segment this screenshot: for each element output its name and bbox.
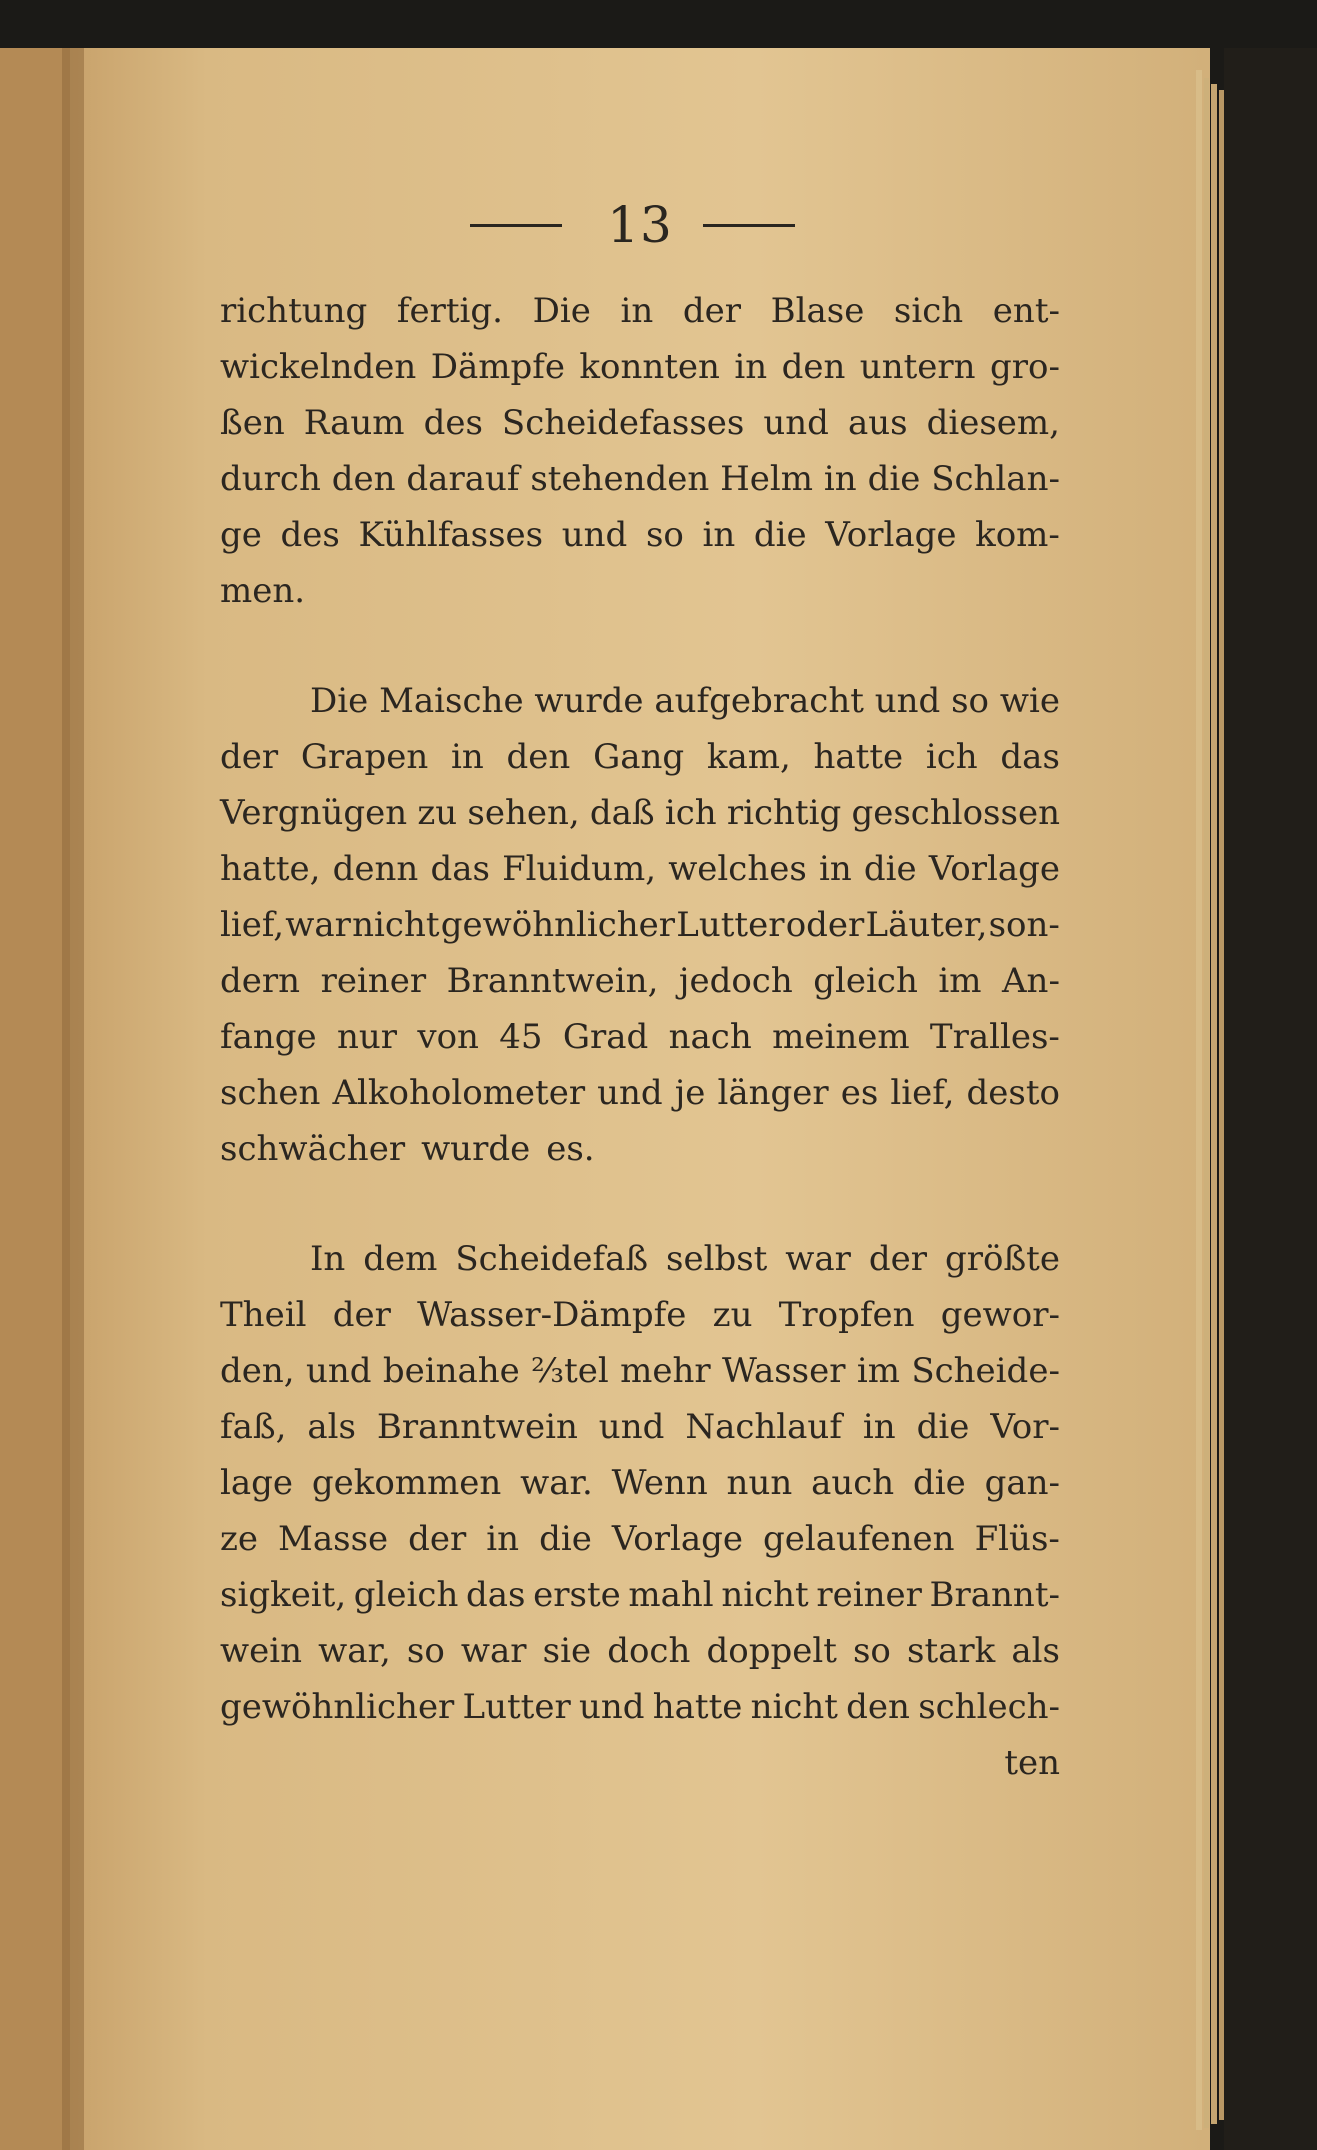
word: wurde — [534, 681, 644, 721]
word: der — [682, 291, 741, 331]
text-line — [220, 785, 1060, 841]
word: kom- — [975, 515, 1060, 555]
word: in — [620, 291, 654, 331]
word: beinahe — [382, 1351, 520, 1391]
word: Scheide- — [911, 1351, 1060, 1391]
word: die — [863, 849, 917, 889]
word: reiner — [816, 1575, 922, 1615]
word: den — [331, 459, 396, 499]
word: Die — [532, 291, 591, 331]
word: Theil — [220, 1295, 307, 1335]
word: Nachlauf — [685, 1407, 842, 1447]
header-rule-right — [703, 224, 795, 227]
word: Fluidum, — [502, 849, 657, 889]
word: diesem, — [926, 403, 1060, 443]
word: in — [734, 347, 768, 387]
word: den — [506, 737, 571, 777]
word: durch — [220, 459, 321, 499]
word: Vorlage — [611, 1519, 744, 1559]
word: war — [285, 905, 351, 945]
word: der — [408, 1519, 467, 1559]
text-line — [220, 1623, 1060, 1679]
word: hatte — [652, 1687, 743, 1727]
paragraph — [220, 283, 1060, 619]
text-line — [220, 1455, 1060, 1511]
word: im — [856, 1351, 900, 1391]
text-line — [220, 1567, 1060, 1623]
word: sich — [893, 291, 964, 331]
word: Gang — [593, 737, 685, 777]
text-line — [220, 339, 1060, 395]
word: hatte, — [220, 849, 321, 889]
word: mahl — [628, 1575, 714, 1615]
word: In — [310, 1239, 346, 1279]
word: ge — [220, 515, 262, 555]
word: Wenn — [611, 1463, 708, 1503]
word: ßen — [220, 403, 285, 443]
word: aus — [847, 403, 908, 443]
word: war — [785, 1239, 851, 1279]
word: ent- — [992, 291, 1060, 331]
word: der — [220, 737, 279, 777]
word: Grapen — [300, 737, 429, 777]
word: im — [938, 961, 982, 1001]
word: desto — [966, 1073, 1060, 1113]
word: lage — [220, 1463, 294, 1503]
word: das — [1000, 737, 1060, 777]
word: An- — [1002, 961, 1060, 1001]
word: Tralles- — [929, 1017, 1060, 1057]
word: ich — [925, 737, 978, 777]
word: Vergnügen — [220, 793, 408, 833]
word: lief, — [890, 1073, 955, 1113]
word: sie — [542, 1631, 592, 1671]
word: wurde — [421, 1129, 531, 1169]
header-rule-left — [470, 224, 562, 227]
word: oder — [785, 905, 865, 945]
word: gro- — [989, 347, 1060, 387]
word: in — [823, 459, 857, 499]
text-line — [220, 841, 1060, 897]
word: Vorlage — [825, 515, 957, 555]
word: länger — [717, 1073, 829, 1113]
word: von — [417, 1017, 479, 1057]
page-number: 13 — [607, 196, 673, 254]
word: reiner — [320, 961, 427, 1001]
word: 45 — [499, 1017, 543, 1057]
word: und — [763, 403, 829, 443]
word: sigkeit, — [220, 1575, 347, 1615]
word: kam, — [706, 737, 791, 777]
word: schen — [220, 1073, 321, 1113]
text-line — [220, 1399, 1060, 1455]
word: in — [451, 737, 484, 777]
word: dern — [220, 961, 301, 1001]
word: Helm — [720, 459, 814, 499]
word: das — [466, 1575, 526, 1615]
word: gekommen — [311, 1463, 502, 1503]
word: doppelt — [706, 1631, 837, 1671]
word: und — [578, 1687, 645, 1727]
text-line — [220, 897, 1060, 953]
word: son- — [988, 905, 1060, 945]
word: gewor- — [940, 1295, 1060, 1335]
word: ich — [664, 793, 717, 833]
text-line — [220, 283, 1060, 339]
text-line — [220, 507, 1060, 563]
word: konnten — [579, 347, 720, 387]
word: so — [951, 681, 990, 721]
word: Blase — [770, 291, 865, 331]
word: doch — [607, 1631, 691, 1671]
word: und — [305, 1351, 372, 1391]
word: meinem — [772, 1017, 910, 1057]
word: gelaufenen — [763, 1519, 955, 1559]
word: es. — [546, 1129, 595, 1169]
word: und — [561, 515, 628, 555]
word: in — [702, 515, 736, 555]
word: so — [852, 1631, 891, 1671]
word: Alkoholometer — [332, 1073, 586, 1113]
word: wie — [999, 681, 1060, 721]
catchword: ten — [1004, 1743, 1060, 1783]
word: fertig. — [396, 291, 503, 331]
word: und — [597, 1073, 663, 1113]
word: mehr — [620, 1351, 711, 1391]
word: gleich — [813, 961, 918, 1001]
word: Kühlfasses — [358, 515, 544, 555]
word: welches — [668, 849, 807, 889]
word: der — [868, 1239, 928, 1279]
word: Schlan- — [931, 459, 1060, 499]
body-text — [220, 283, 1060, 1791]
word: die — [753, 515, 807, 555]
word: es — [840, 1073, 879, 1113]
word: je — [674, 1073, 706, 1113]
word: Lutter — [462, 1687, 571, 1727]
word: stark — [907, 1631, 996, 1671]
word: und — [598, 1407, 665, 1447]
word: so — [406, 1631, 445, 1671]
word: stehenden — [530, 459, 710, 499]
word: nicht — [352, 905, 440, 945]
word: und — [874, 681, 941, 721]
word: denn — [332, 849, 419, 889]
word: Tropfen — [778, 1295, 915, 1335]
word: Masse — [278, 1519, 389, 1559]
word: als — [1011, 1631, 1060, 1671]
word: die — [867, 459, 921, 499]
word: den — [781, 347, 846, 387]
word: Vorlage — [928, 849, 1060, 889]
word: erste — [533, 1575, 621, 1615]
word: die — [916, 1407, 970, 1447]
text-line — [220, 1009, 1060, 1065]
word: nicht — [750, 1687, 838, 1727]
word: ze — [220, 1519, 259, 1559]
word: gleich — [353, 1575, 459, 1615]
paragraph-gap — [220, 1177, 1060, 1231]
text-line — [220, 1121, 1060, 1177]
word: Die — [310, 681, 369, 721]
word: Scheidefaß — [455, 1239, 649, 1279]
word: der — [332, 1295, 391, 1335]
word: lief, — [220, 905, 285, 945]
word: sehen, — [467, 793, 580, 833]
word: ⅔tel — [531, 1351, 609, 1391]
word: Lutter — [676, 905, 785, 945]
word: Dämpfe — [430, 347, 565, 387]
word: Branntwein, — [446, 961, 659, 1001]
text-line — [220, 953, 1060, 1009]
word: Maische — [379, 681, 524, 721]
word: Branntwein — [376, 1407, 578, 1447]
word: gewöhnlicher — [220, 1687, 455, 1727]
word: schwächer — [220, 1129, 406, 1169]
word: daß — [589, 793, 655, 833]
word: die — [539, 1519, 592, 1559]
word: Läuter, — [865, 905, 988, 945]
word: selbst — [666, 1239, 768, 1279]
text-line — [220, 1343, 1060, 1399]
word: zu — [417, 793, 458, 833]
word: Grad — [562, 1017, 649, 1057]
word: gan- — [984, 1463, 1060, 1503]
word: dem — [363, 1239, 438, 1279]
word: faß, — [220, 1407, 287, 1447]
word: Flüs- — [974, 1519, 1060, 1559]
word: richtig — [726, 793, 842, 833]
word: Vor- — [990, 1407, 1060, 1447]
text-line — [220, 1679, 1060, 1735]
text-line — [220, 1231, 1060, 1287]
word: Scheidefasses — [501, 403, 745, 443]
paragraph-gap — [220, 619, 1060, 673]
word: jedoch — [678, 961, 793, 1001]
word: Wasser-Dämpfe — [417, 1295, 687, 1335]
word: in — [486, 1519, 520, 1559]
word: in — [818, 849, 852, 889]
paragraph — [220, 1231, 1060, 1735]
catchword-line — [220, 1735, 1060, 1791]
word: das — [430, 849, 490, 889]
word: gewöhnlicher — [440, 905, 676, 945]
word: nun — [726, 1463, 793, 1503]
word: Brannt- — [929, 1575, 1060, 1615]
text-line — [220, 395, 1060, 451]
word: des — [280, 515, 340, 555]
word: als — [307, 1407, 356, 1447]
word: hatte — [813, 737, 904, 777]
word: schlech- — [918, 1687, 1060, 1727]
word: so — [645, 515, 684, 555]
word: darauf — [406, 459, 520, 499]
word: wein — [220, 1631, 302, 1671]
word: wickelnden — [220, 347, 417, 387]
word: war, — [318, 1631, 391, 1671]
word: des — [423, 403, 483, 443]
word: den, — [220, 1351, 295, 1391]
word: zu — [712, 1295, 753, 1335]
word: den — [846, 1687, 910, 1727]
word: war. — [520, 1463, 593, 1503]
word: Raum — [303, 403, 405, 443]
word: in — [862, 1407, 896, 1447]
word: größte — [944, 1239, 1060, 1279]
word: nur — [336, 1017, 398, 1057]
word: men. — [220, 571, 306, 611]
word: nicht — [721, 1575, 809, 1615]
text-line — [220, 673, 1060, 729]
word: aufgebracht — [654, 681, 864, 721]
text-line — [220, 729, 1060, 785]
word: fange — [220, 1017, 317, 1057]
word: nach — [668, 1017, 752, 1057]
text-line — [220, 1065, 1060, 1121]
text-line — [220, 1511, 1060, 1567]
word: die — [912, 1463, 966, 1503]
text-line — [220, 563, 1060, 619]
word: Wasser — [721, 1351, 846, 1391]
paragraph — [220, 673, 1060, 1177]
word: auch — [811, 1463, 895, 1503]
page-header — [0, 196, 1317, 256]
word: geschlossen — [851, 793, 1060, 833]
word: untern — [859, 347, 976, 387]
text-line — [220, 1287, 1060, 1343]
text-line — [220, 451, 1060, 507]
word: richtung — [220, 291, 368, 331]
word: war — [460, 1631, 527, 1671]
